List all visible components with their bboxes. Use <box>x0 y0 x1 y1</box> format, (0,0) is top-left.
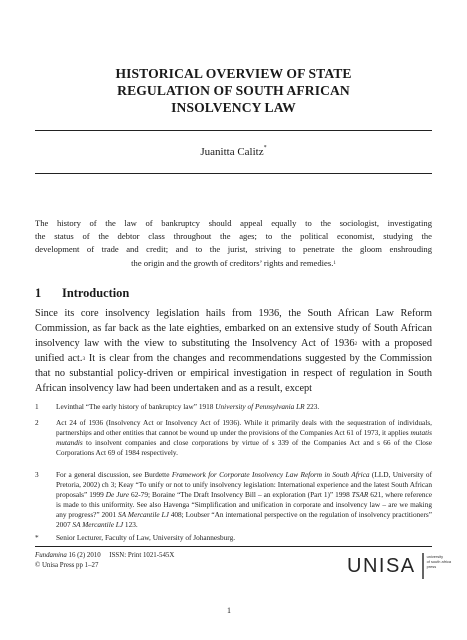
footnote-text-part: 62-79; Boraine “The Draft Insolvency Bill – an exploration (Part 1)” 1998 <box>128 490 352 500</box>
footnote-italic: SA Mercantile LJ <box>118 510 169 520</box>
publication-meta <box>35 551 174 571</box>
logo-bar <box>422 553 424 579</box>
top-rule <box>35 130 432 131</box>
logo-wordmark: UNISA <box>347 554 416 577</box>
body-text: Since its core insolvency legislation hails from 1936, the South African Law Reform Commission, as far back as the late eighties, embarked on an extensive study of South African insolvency law with the view to substituting the Insolvency Act of 1936 <box>35 308 432 349</box>
footnote-ref-1[interactable]: 1 <box>333 260 336 266</box>
logo-badge-line: of south africa <box>426 559 452 565</box>
logo-badge-text <box>427 554 451 570</box>
footnote-italic: De Jure <box>105 490 129 500</box>
footnote-text-part: Levinthal “The early history of bankruptcy law” 1918 <box>56 402 216 411</box>
footnote-text-part: 223. <box>304 402 320 411</box>
logo-badge <box>422 553 452 579</box>
footnote-text-part: Act 24 of 1936 (Insolvency Act or Insolvency Act of 1936). While it primarily deals with the sequestration of individuals, partnerships and other entities that cannot be wound up under the provisions of the Companies Act 61 of 1973, it applies <box>56 418 432 438</box>
footnote-italic: Framework for Corporate Insolvency Law Reform in South Africa <box>171 470 370 479</box>
article-title <box>40 65 427 116</box>
author-footnote-mark[interactable]: * <box>263 145 267 151</box>
epigraph <box>35 217 432 270</box>
footnote-text <box>56 402 432 412</box>
footnote-text-part: For a general discussion, see Burdette <box>56 470 172 479</box>
logo-badge-line: university <box>426 554 444 559</box>
epigraph-line: the origin and the growth of creditors’ rights and remedies. <box>131 257 334 268</box>
body-text: It is clear from the changes and recommendations suggested by the Commission that no substantial policy-driven or empirical investigation in respect of regulation in South African insolvency law had been undertaken and as a result, except <box>35 352 432 394</box>
author-rule <box>35 173 432 174</box>
footnote-italic: SA Mercantile LJ <box>72 520 124 530</box>
footnote-text-part: (LLD, University of Pretoria, 2002) ch 3; Keay “To unify or not to unify insolvency legislation: International experience and the latest South African proposals” 1999 <box>56 470 433 500</box>
page-number: 1 <box>227 606 231 615</box>
section-number: 1 <box>35 286 42 300</box>
body-paragraph <box>35 307 432 396</box>
footnote-2 <box>35 418 432 458</box>
title-line-2: REGULATION OF SOUTH AFRICAN <box>117 83 350 98</box>
footnote-3 <box>35 470 432 531</box>
footnote-number: * <box>35 533 39 542</box>
footer-rule <box>35 546 432 547</box>
footnote-1 <box>35 402 432 412</box>
footnote-italic: TSAR <box>351 490 369 500</box>
footnote-italic: University of Pennsylvania LR <box>215 402 305 411</box>
footnote-text: Senior Lecturer, Faculty of Law, University of Johannesburg. <box>56 533 236 542</box>
title-line-3: INSOLVENCY LAW <box>171 100 296 115</box>
author-name: Juanitta Calitz <box>200 146 264 158</box>
publisher-line: © Unisa Press pp 1–27 <box>35 562 99 569</box>
journal-citation <box>35 551 174 561</box>
citation-text: 16 (2) 2010 ISSN: Print 1021-545X <box>66 552 175 559</box>
footnote-number: 2 <box>35 418 39 427</box>
epigraph-line: the status of the debtor class throughout the ages; to the political economist, studying the <box>35 231 432 242</box>
footnote-italic: mutatis mutandis <box>56 428 432 448</box>
footnote-ref-3[interactable]: 3 <box>82 355 86 362</box>
author-affiliation-note <box>35 533 432 543</box>
footnote-number: 3 <box>35 470 39 479</box>
author-line <box>35 146 432 158</box>
section-title: Introduction <box>62 286 130 300</box>
footnote-text <box>56 418 432 458</box>
footnote-text <box>56 470 432 531</box>
footnote-text-part: 123. <box>123 520 138 530</box>
journal-name: Fundamina <box>35 552 67 559</box>
footnote-text-part: 621, where reference is made to this uniformity. See also Havenga “Simplification and unification in corporate and insolvency law – are we making any progress?” 2001 <box>56 490 433 520</box>
footnote-ref-2[interactable]: 2 <box>354 340 358 347</box>
epigraph-line: The history of the law of bankruptcy should appeal equally to the sociologist, investigating <box>35 218 432 228</box>
epigraph-last-line <box>35 257 432 270</box>
footnote-text-part: to insolvent companies and close corporations by virtue of s 339 of the Companies Act and s 66 of the Close Corporations Act 69 of 1984 respectively. <box>56 438 432 458</box>
footnote-text-part: 408; Loubser “An international perspective on the regulation of insolvency practitioners” 2007 <box>56 510 432 530</box>
logo-badge-line: press <box>426 564 437 570</box>
section-heading <box>35 286 129 301</box>
unisa-press-logo <box>347 553 452 579</box>
epigraph-line: development of trade and credit; and to the jurist, striving to penetrate the gloom enshrouding <box>35 244 432 255</box>
body-text: with a proposed unified act. <box>35 337 432 364</box>
footnote-number: 1 <box>35 402 39 411</box>
title-line-1: HISTORICAL OVERVIEW OF STATE <box>115 66 352 81</box>
